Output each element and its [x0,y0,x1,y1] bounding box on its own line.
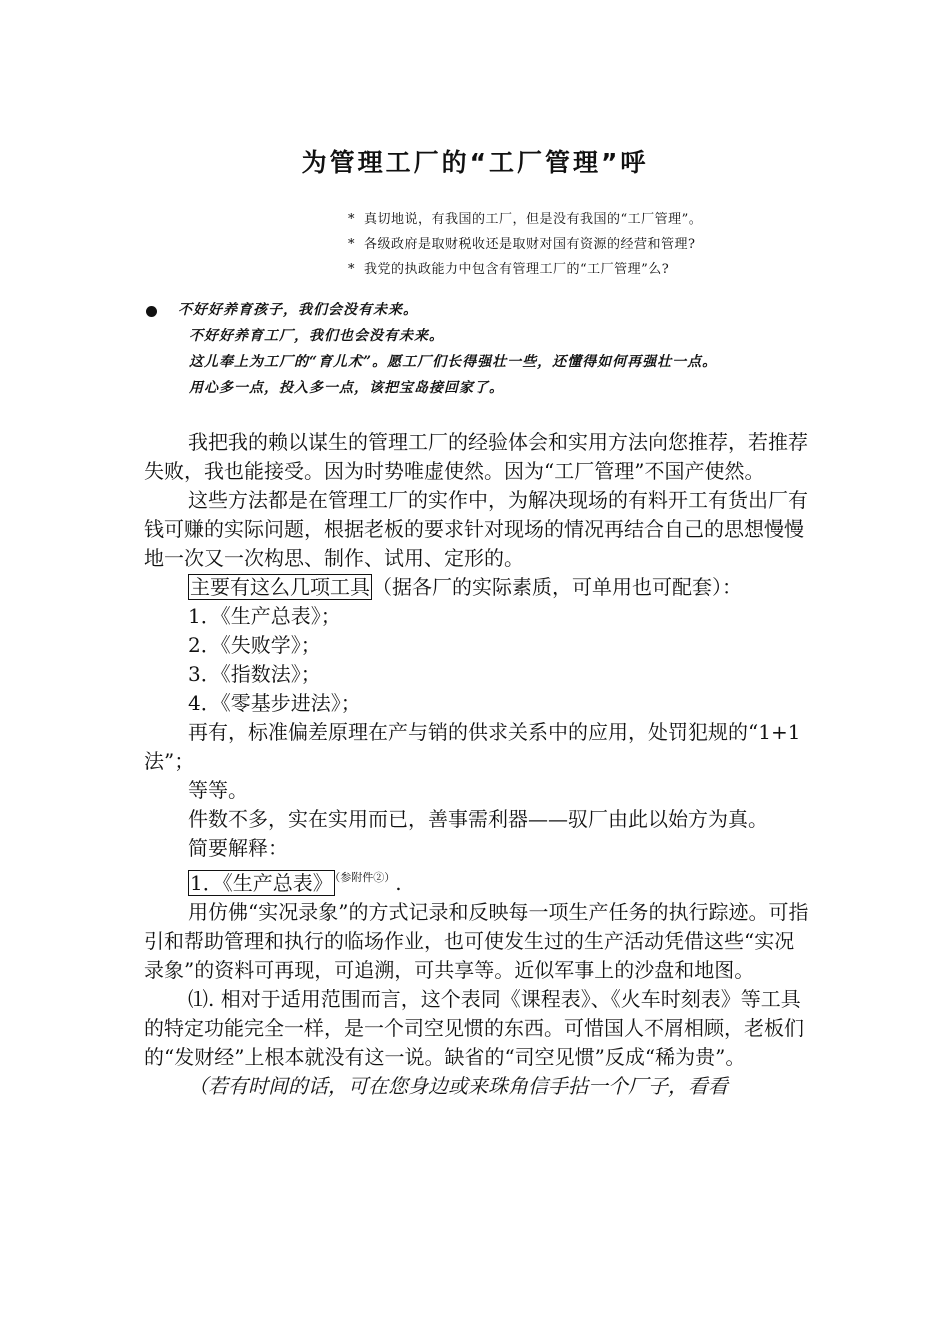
tools-intro [144,573,810,602]
paragraph: 再有，标准偏差原理在产与销的供求关系中的应用，处罚犯规的“1+1法”； [144,720,801,773]
item-heading [144,863,810,898]
list-item: 1．《生产总表》； [188,604,341,628]
list-item: 4．《零基步进法》； [188,691,361,715]
bullet-line: 用心多一点，投入多一点，该把宝岛接回家了。 [189,380,504,396]
asterisk-icon: * [348,262,355,277]
note-line [348,207,702,232]
bullet-line: 不好好养育工厂，我们也会没有未来。 [189,328,444,344]
paragraph: 用仿佛“实况录象”的方式记录和反映每一项生产任务的执行踪迹。可指引和帮助管理和执行的临场作业，也可使发生过的生产活动凭借这些“实况录象”的资料可再现，可追溯，可共享等。近似军事上的沙盘和地图。 [144,900,809,982]
paragraph: 等等。 [188,778,248,802]
paragraph: （若有时间的话，可在您身边或来珠角信手拈一个厂子，看看 [188,1074,728,1098]
paragraph: 我把我的赖以谋生的管理工厂的经验体会和实用方法向您推荐，若推荐失败，我也能接受。因为时势唯虚使然。因为“工厂管理”不国产使然。 [144,430,808,483]
list-item: 3．《指数法》； [188,662,321,686]
bullet-block [178,297,717,401]
paragraph: 简要解释： [188,836,288,860]
tools-note: （据各厂的实际素质，可单用也可配套）： [372,575,742,599]
list-item: 2．《失败学》； [188,633,321,657]
paragraph: 件数不多，实在实用而已，善事需利器——驭厂由此以始方为真。 [188,807,768,831]
superscript-reference: （参附件②） [334,871,396,884]
asterisk-icon: * [348,237,355,252]
bullet-line: 不好好养育孩子，我们会没有未来。 [178,302,418,318]
asterisk-icon: * [348,212,355,227]
paragraph: 这些方法都是在管理工厂的实作中，为解决现场的有料开工有货出厂有钱可赚的实际问题，根据老板的要求针对现场的情况再结合自己的思想慢慢地一次又一次构思、制作、试用、定形的。 [144,488,808,570]
page-title: 为管理工厂的“工厂管理”呼 [301,148,649,177]
boxed-heading: 主要有这么几项工具 [190,575,370,599]
note-text: 真切地说，有我国的工厂，但是没有我国的“工厂管理”。 [364,212,703,227]
epigraph-notes [348,207,702,282]
body-text [144,428,810,1101]
boxed-heading: 1．《生产总表》 [190,871,333,895]
bullet-line: 这儿奉上为工厂的“育儿术”。愿工厂们长得强壮一些，还懂得如何再强壮一点。 [189,354,718,370]
bullet-dot-icon [146,306,157,317]
note-text: 各级政府是取财税收还是取财对国有资源的经营和管理? [364,237,696,252]
heading-end: . [395,871,402,895]
note-line [348,232,702,257]
paragraph: ⑴. 相对于适用范围而言，这个表同《课程表》、《火车时刻表》等工具的特定功能完全一样，是一个司空见惯的东西。可惜国人不屑相顾，老板们的“发财经”上根本就没有这一说。缺省的“司空见惯”反成“稀为贵”。 [144,987,804,1069]
note-line [348,257,702,282]
note-text: 我党的执政能力中包含有管理工厂的“工厂管理”么? [364,262,670,277]
